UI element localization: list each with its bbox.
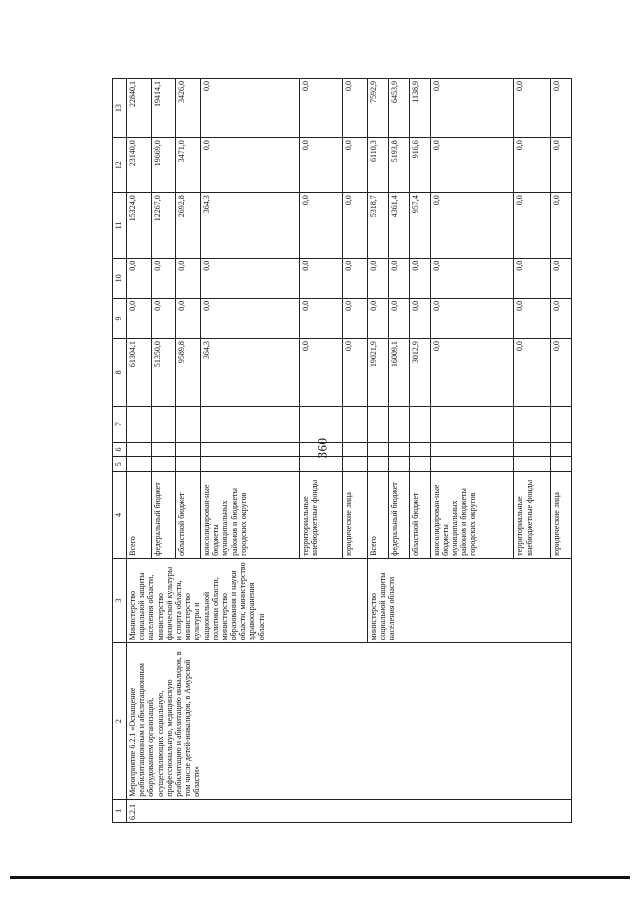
value-cell: 23140,0 [127, 138, 152, 193]
value-cell: 0,0 [343, 298, 368, 338]
col-header: 8 [113, 339, 127, 407]
value-cell: 0,0 [127, 298, 152, 338]
value-cell: 12267,0 [151, 193, 176, 259]
value-cell: 0,0 [514, 79, 551, 138]
funding-source: консолидирован-ные бюджеты муниципальных районов и бюджеты городских округов [430, 472, 514, 559]
value-cell: 19669,0 [151, 138, 176, 193]
empty-cell [368, 442, 389, 457]
col-header: 5 [113, 457, 127, 472]
value-cell: 0,0 [388, 298, 409, 338]
value-cell: 0,0 [200, 79, 299, 138]
table-row [127, 79, 152, 823]
value-cell: 0,0 [343, 258, 368, 298]
empty-cell [409, 457, 430, 472]
value-cell: 0,0 [514, 298, 551, 338]
value-cell: 0,0 [430, 193, 514, 259]
empty-cell [151, 406, 176, 442]
empty-cell [409, 406, 430, 442]
empty-cell [409, 442, 430, 457]
value-cell: 0,0 [430, 138, 514, 193]
value-cell: 3426,0 [176, 79, 201, 138]
col-header: 12 [113, 138, 127, 193]
value-cell: 61304,1 [127, 339, 152, 407]
funding-source: федеральный бюджет [388, 472, 409, 559]
col-header: 7 [113, 406, 127, 442]
empty-cell [151, 442, 176, 457]
value-cell: 0,0 [430, 298, 514, 338]
empty-cell [300, 442, 343, 457]
value-cell: 0,0 [514, 193, 551, 259]
col-header: 9 [113, 298, 127, 338]
measure-code: 6.2.1 [127, 799, 572, 822]
value-cell: 0,0 [430, 79, 514, 138]
value-cell: 0,0 [300, 298, 343, 338]
value-cell: 0,0 [551, 79, 572, 138]
empty-cell [430, 457, 514, 472]
value-cell: 0,0 [551, 193, 572, 259]
empty-cell [388, 457, 409, 472]
empty-cell [368, 406, 389, 442]
empty-cell [151, 457, 176, 472]
empty-cell [388, 442, 409, 457]
funding-source: территориальные внебюджетные фонды [300, 472, 343, 559]
value-cell: 0,0 [127, 258, 152, 298]
value-cell: 0,0 [551, 298, 572, 338]
value-cell: 0,0 [430, 258, 514, 298]
col-header: 11 [113, 193, 127, 259]
value-cell: 957,4 [409, 193, 430, 259]
empty-cell [514, 442, 551, 457]
empty-cell [430, 406, 514, 442]
empty-cell [430, 442, 514, 457]
value-cell: 0,0 [551, 339, 572, 407]
page-bottom-rule [10, 876, 630, 879]
empty-cell [200, 442, 299, 457]
empty-cell [127, 457, 152, 472]
col-header: 13 [113, 79, 127, 138]
funding-source: федеральный бюджет [151, 472, 176, 559]
value-cell: 19414,1 [151, 79, 176, 138]
value-cell: 3012,9 [409, 339, 430, 407]
rotated-table-wrapper [112, 78, 572, 823]
col-header: 3 [113, 558, 127, 643]
funding-source: Всего [127, 472, 152, 559]
value-cell: 0,0 [551, 258, 572, 298]
table-frame [112, 78, 572, 823]
empty-cell [300, 457, 343, 472]
funding-source: Всего [368, 472, 389, 559]
executor-cell: Министерство социальной защиты населения области, министерство физической культуры и спорта области, министерство культуры и национальной политики области, министерство образования и науки области, министерство здравоохранения области [127, 558, 368, 643]
value-cell: 4361,4 [388, 193, 409, 259]
measure-title: Мероприятие 6.2.1 «Оснащение реабилитационным и абилитационным оборудованием организаций, осуществляющих социальную, профессиональную, медицинскую реабилитацию и абилитацию инвалидов, в том числе детей-инвалидов, в Амурской области» [127, 643, 572, 799]
funding-source: юридические лица [343, 472, 368, 559]
value-cell: 0,0 [409, 258, 430, 298]
value-cell: 7592,9 [368, 79, 389, 138]
value-cell: 16009,1 [388, 339, 409, 407]
value-cell: 5318,7 [368, 193, 389, 259]
value-cell: 0,0 [200, 258, 299, 298]
value-cell: 51350,0 [151, 339, 176, 407]
value-cell: 0,0 [388, 258, 409, 298]
value-cell: 5193,8 [388, 138, 409, 193]
col-header: 1 [113, 799, 127, 822]
value-cell: 0,0 [300, 193, 343, 259]
col-header: 2 [113, 643, 127, 799]
value-cell: 0,0 [300, 79, 343, 138]
value-cell: 22840,1 [127, 79, 152, 138]
funding-source: консолидирован-ные бюджеты муниципальных районов и бюджеты городских округов [200, 472, 299, 559]
funding-source: областной бюджет [409, 472, 430, 559]
value-cell: 0,0 [409, 298, 430, 338]
value-cell: 19021,9 [368, 339, 389, 407]
empty-cell [300, 406, 343, 442]
column-number-row [113, 79, 127, 823]
value-cell: 0,0 [343, 193, 368, 259]
value-cell: 0,0 [514, 138, 551, 193]
col-header: 10 [113, 258, 127, 298]
empty-cell [551, 457, 572, 472]
empty-cell [514, 457, 551, 472]
value-cell: 0,0 [343, 138, 368, 193]
empty-cell [368, 457, 389, 472]
value-cell: 2692,8 [176, 193, 201, 259]
col-header: 4 [113, 472, 127, 559]
empty-cell [551, 406, 572, 442]
value-cell: 3471,0 [176, 138, 201, 193]
value-cell: 0,0 [151, 258, 176, 298]
value-cell: 0,0 [300, 339, 343, 407]
value-cell: 0,0 [300, 258, 343, 298]
value-cell: 0,0 [151, 298, 176, 338]
empty-cell [200, 406, 299, 442]
value-cell: 0,0 [343, 339, 368, 407]
value-cell: 364,3 [200, 339, 299, 407]
value-cell: 0,0 [514, 258, 551, 298]
value-cell: 6110,3 [368, 138, 389, 193]
value-cell: 0,0 [514, 339, 551, 407]
col-header: 6 [113, 442, 127, 457]
funding-source: областной бюджет [176, 472, 201, 559]
value-cell: 1138,9 [409, 79, 430, 138]
value-cell: 0,0 [200, 298, 299, 338]
value-cell: 15324,0 [127, 193, 152, 259]
executor-cell: министерство социальной защиты населения области [368, 558, 572, 643]
value-cell: 0,0 [343, 79, 368, 138]
value-cell: 0,0 [368, 258, 389, 298]
value-cell: 0,0 [176, 298, 201, 338]
empty-cell [127, 442, 152, 457]
funding-source: юридические лица [551, 472, 572, 559]
value-cell: 364,3 [200, 193, 299, 259]
empty-cell [176, 457, 201, 472]
value-cell: 9589,8 [176, 339, 201, 407]
value-cell: 0,0 [430, 339, 514, 407]
empty-cell [343, 457, 368, 472]
empty-cell [514, 406, 551, 442]
empty-cell [176, 406, 201, 442]
value-cell: 6453,9 [388, 79, 409, 138]
value-cell: 0,0 [176, 258, 201, 298]
value-cell: 0,0 [551, 138, 572, 193]
value-cell: 0,0 [300, 138, 343, 193]
budget-table [112, 78, 572, 823]
empty-cell [343, 406, 368, 442]
value-cell: 0,0 [368, 298, 389, 338]
empty-cell [176, 442, 201, 457]
empty-cell [127, 406, 152, 442]
value-cell: 916,6 [409, 138, 430, 193]
empty-cell [551, 442, 572, 457]
empty-cell [388, 406, 409, 442]
empty-cell [200, 457, 299, 472]
value-cell: 0,0 [200, 138, 299, 193]
funding-source: территориальные внебюджетные фонды [514, 472, 551, 559]
page-number: 360 [314, 437, 330, 459]
empty-cell [343, 442, 368, 457]
